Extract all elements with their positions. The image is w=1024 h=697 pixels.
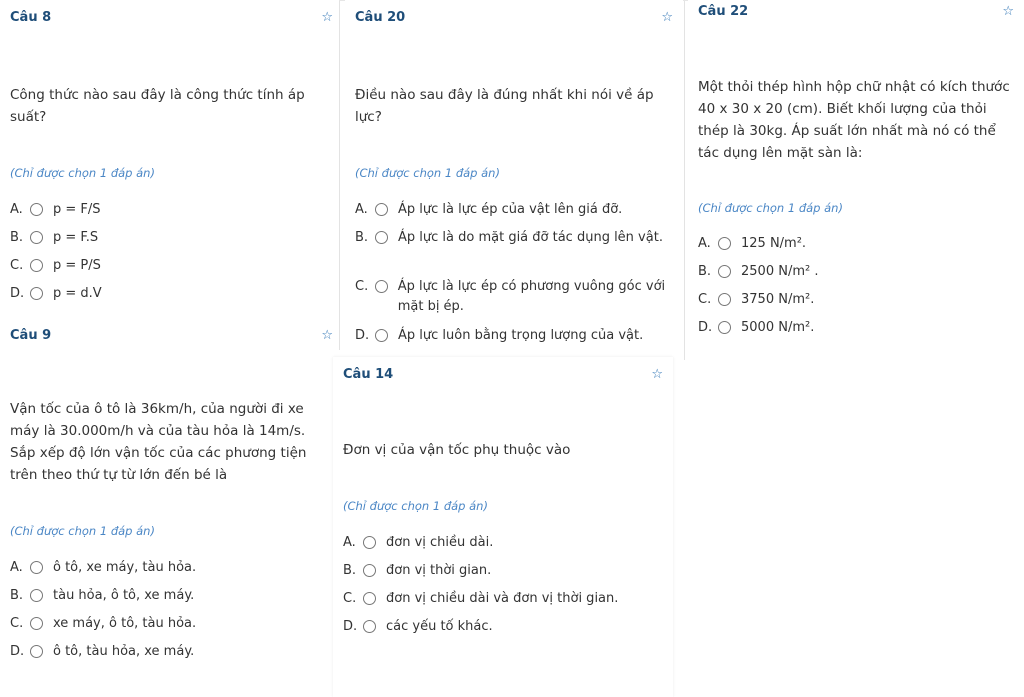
option-text: tàu hỏa, ô tô, xe máy. xyxy=(53,588,195,603)
option-b[interactable] xyxy=(355,228,675,248)
radio-button[interactable] xyxy=(30,617,43,630)
radio-button[interactable] xyxy=(375,280,388,293)
hint-text: (Chỉ được chọn 1 đáp án) xyxy=(355,166,500,180)
star-icon[interactable]: ☆ xyxy=(651,367,663,382)
radio-button[interactable] xyxy=(363,592,376,605)
question-text: Điều nào sau đây là đúng nhất khi nói về áp lực? xyxy=(355,87,654,125)
hint-text: (Chỉ được chọn 1 đáp án) xyxy=(343,499,488,513)
question-title: Câu 20 xyxy=(355,10,406,25)
radio-button[interactable] xyxy=(718,265,731,278)
option-c[interactable] xyxy=(10,256,101,276)
option-letter: C. xyxy=(10,258,24,273)
radio-button[interactable] xyxy=(363,536,376,549)
option-text: Áp lực là lực ép có phương vuông góc với mặt bị ép. xyxy=(397,279,666,314)
question-title: Câu 9 xyxy=(10,328,52,343)
option-b[interactable] xyxy=(10,228,98,248)
option-letter: A. xyxy=(355,202,368,217)
option-text: các yếu tố khác. xyxy=(386,619,493,634)
option-a[interactable] xyxy=(10,558,196,578)
question-card-14 xyxy=(333,357,673,697)
option-letter: A. xyxy=(698,236,711,251)
option-text: 3750 N/m². xyxy=(741,292,815,307)
option-letter: C. xyxy=(355,279,369,294)
column-divider-1 xyxy=(339,0,340,350)
option-c[interactable] xyxy=(355,277,675,317)
option-letter: B. xyxy=(343,563,357,578)
question-card-20 xyxy=(345,0,683,355)
option-b[interactable] xyxy=(10,586,194,606)
radio-button[interactable] xyxy=(375,329,388,342)
option-text: p = d.V xyxy=(53,286,102,301)
question-card-8 xyxy=(0,0,339,320)
option-text: đơn vị chiều dài. xyxy=(386,535,494,550)
option-text: 2500 N/m² . xyxy=(741,264,819,279)
option-a[interactable] xyxy=(355,200,675,220)
question-card-9 xyxy=(0,318,339,697)
radio-button[interactable] xyxy=(718,321,731,334)
question-title: Câu 14 xyxy=(343,367,394,382)
option-letter: D. xyxy=(355,328,370,343)
radio-button[interactable] xyxy=(30,259,43,272)
option-c[interactable] xyxy=(698,290,814,310)
question-text: Đơn vị của vận tốc phụ thuộc vào xyxy=(343,442,571,458)
option-d[interactable] xyxy=(698,318,814,338)
option-letter: D. xyxy=(343,619,358,634)
option-d[interactable] xyxy=(10,642,194,662)
option-text: p = F/S xyxy=(53,202,101,217)
column-divider-2 xyxy=(684,0,685,360)
radio-button[interactable] xyxy=(375,203,388,216)
radio-button[interactable] xyxy=(30,561,43,574)
option-d[interactable] xyxy=(355,326,675,346)
option-text: đơn vị chiều dài và đơn vị thời gian. xyxy=(386,591,619,606)
radio-button[interactable] xyxy=(30,231,43,244)
option-a[interactable] xyxy=(343,533,493,553)
option-text: p = P/S xyxy=(53,258,101,273)
option-d[interactable] xyxy=(343,617,493,637)
option-c[interactable] xyxy=(10,614,196,634)
star-icon[interactable]: ☆ xyxy=(321,328,333,343)
radio-button[interactable] xyxy=(30,645,43,658)
radio-button[interactable] xyxy=(718,293,731,306)
option-letter: A. xyxy=(10,202,23,217)
question-text: Vận tốc của ô tô là 36km/h, của người đi xe máy là 30.000m/h và của tàu hỏa là 14m/s. Sắp xếp độ lớn vận tốc của các phương tiện trên theo thứ tự từ lớn đến bé là xyxy=(10,401,307,483)
option-text: ô tô, tàu hỏa, xe máy. xyxy=(53,644,195,659)
option-a[interactable] xyxy=(698,234,806,254)
option-letter: A. xyxy=(10,560,23,575)
option-letter: D. xyxy=(10,644,25,659)
radio-button[interactable] xyxy=(30,589,43,602)
option-text: Áp lực luôn bằng trọng lượng của vật. xyxy=(398,328,644,343)
option-text: p = F.S xyxy=(53,230,99,245)
hint-text: (Chỉ được chọn 1 đáp án) xyxy=(10,524,155,538)
option-letter: C. xyxy=(10,616,24,631)
option-letter: B. xyxy=(10,588,24,603)
option-text: Áp lực là lực ép của vật lên giá đỡ. xyxy=(398,202,623,217)
option-text: 5000 N/m². xyxy=(741,320,815,335)
option-text: ô tô, xe máy, tàu hỏa. xyxy=(53,560,197,575)
option-text: Áp lực là do mặt giá đỡ tác dụng lên vật. xyxy=(398,230,663,245)
radio-button[interactable] xyxy=(30,287,43,300)
option-letter: A. xyxy=(343,535,356,550)
radio-button[interactable] xyxy=(363,620,376,633)
hint-text: (Chỉ được chọn 1 đáp án) xyxy=(698,201,843,215)
option-text: xe máy, ô tô, tàu hỏa. xyxy=(53,616,197,631)
radio-button[interactable] xyxy=(375,231,388,244)
question-text: Công thức nào sau đây là công thức tính áp suất? xyxy=(10,87,305,125)
option-letter: B. xyxy=(355,230,369,245)
star-icon[interactable]: ☆ xyxy=(1002,4,1014,19)
option-text: đơn vị thời gian. xyxy=(386,563,492,578)
option-b[interactable] xyxy=(698,262,818,282)
question-title: Câu 8 xyxy=(10,10,52,25)
option-letter: B. xyxy=(10,230,24,245)
option-c[interactable] xyxy=(343,589,618,609)
question-card-22 xyxy=(688,0,1024,360)
option-letter: D. xyxy=(698,320,713,335)
option-d[interactable] xyxy=(10,284,102,304)
star-icon[interactable]: ☆ xyxy=(321,10,333,25)
option-text: 125 N/m². xyxy=(741,236,807,251)
question-text: Một thỏi thép hình hộp chữ nhật có kích thước 40 x 30 x 20 (cm). Biết khối lượng của thỏi thép là 30kg. Áp suất lớn nhất mà nó có thể tác dụng lên mặt sàn là: xyxy=(698,79,1010,161)
radio-button[interactable] xyxy=(363,564,376,577)
option-a[interactable] xyxy=(10,200,101,220)
star-icon[interactable]: ☆ xyxy=(661,10,673,25)
option-letter: C. xyxy=(698,292,712,307)
option-letter: D. xyxy=(10,286,25,301)
option-letter: B. xyxy=(698,264,712,279)
option-letter: C. xyxy=(343,591,357,606)
hint-text: (Chỉ được chọn 1 đáp án) xyxy=(10,166,155,180)
radio-button[interactable] xyxy=(30,203,43,216)
option-b[interactable] xyxy=(343,561,491,581)
radio-button[interactable] xyxy=(718,237,731,250)
question-title: Câu 22 xyxy=(698,4,749,19)
